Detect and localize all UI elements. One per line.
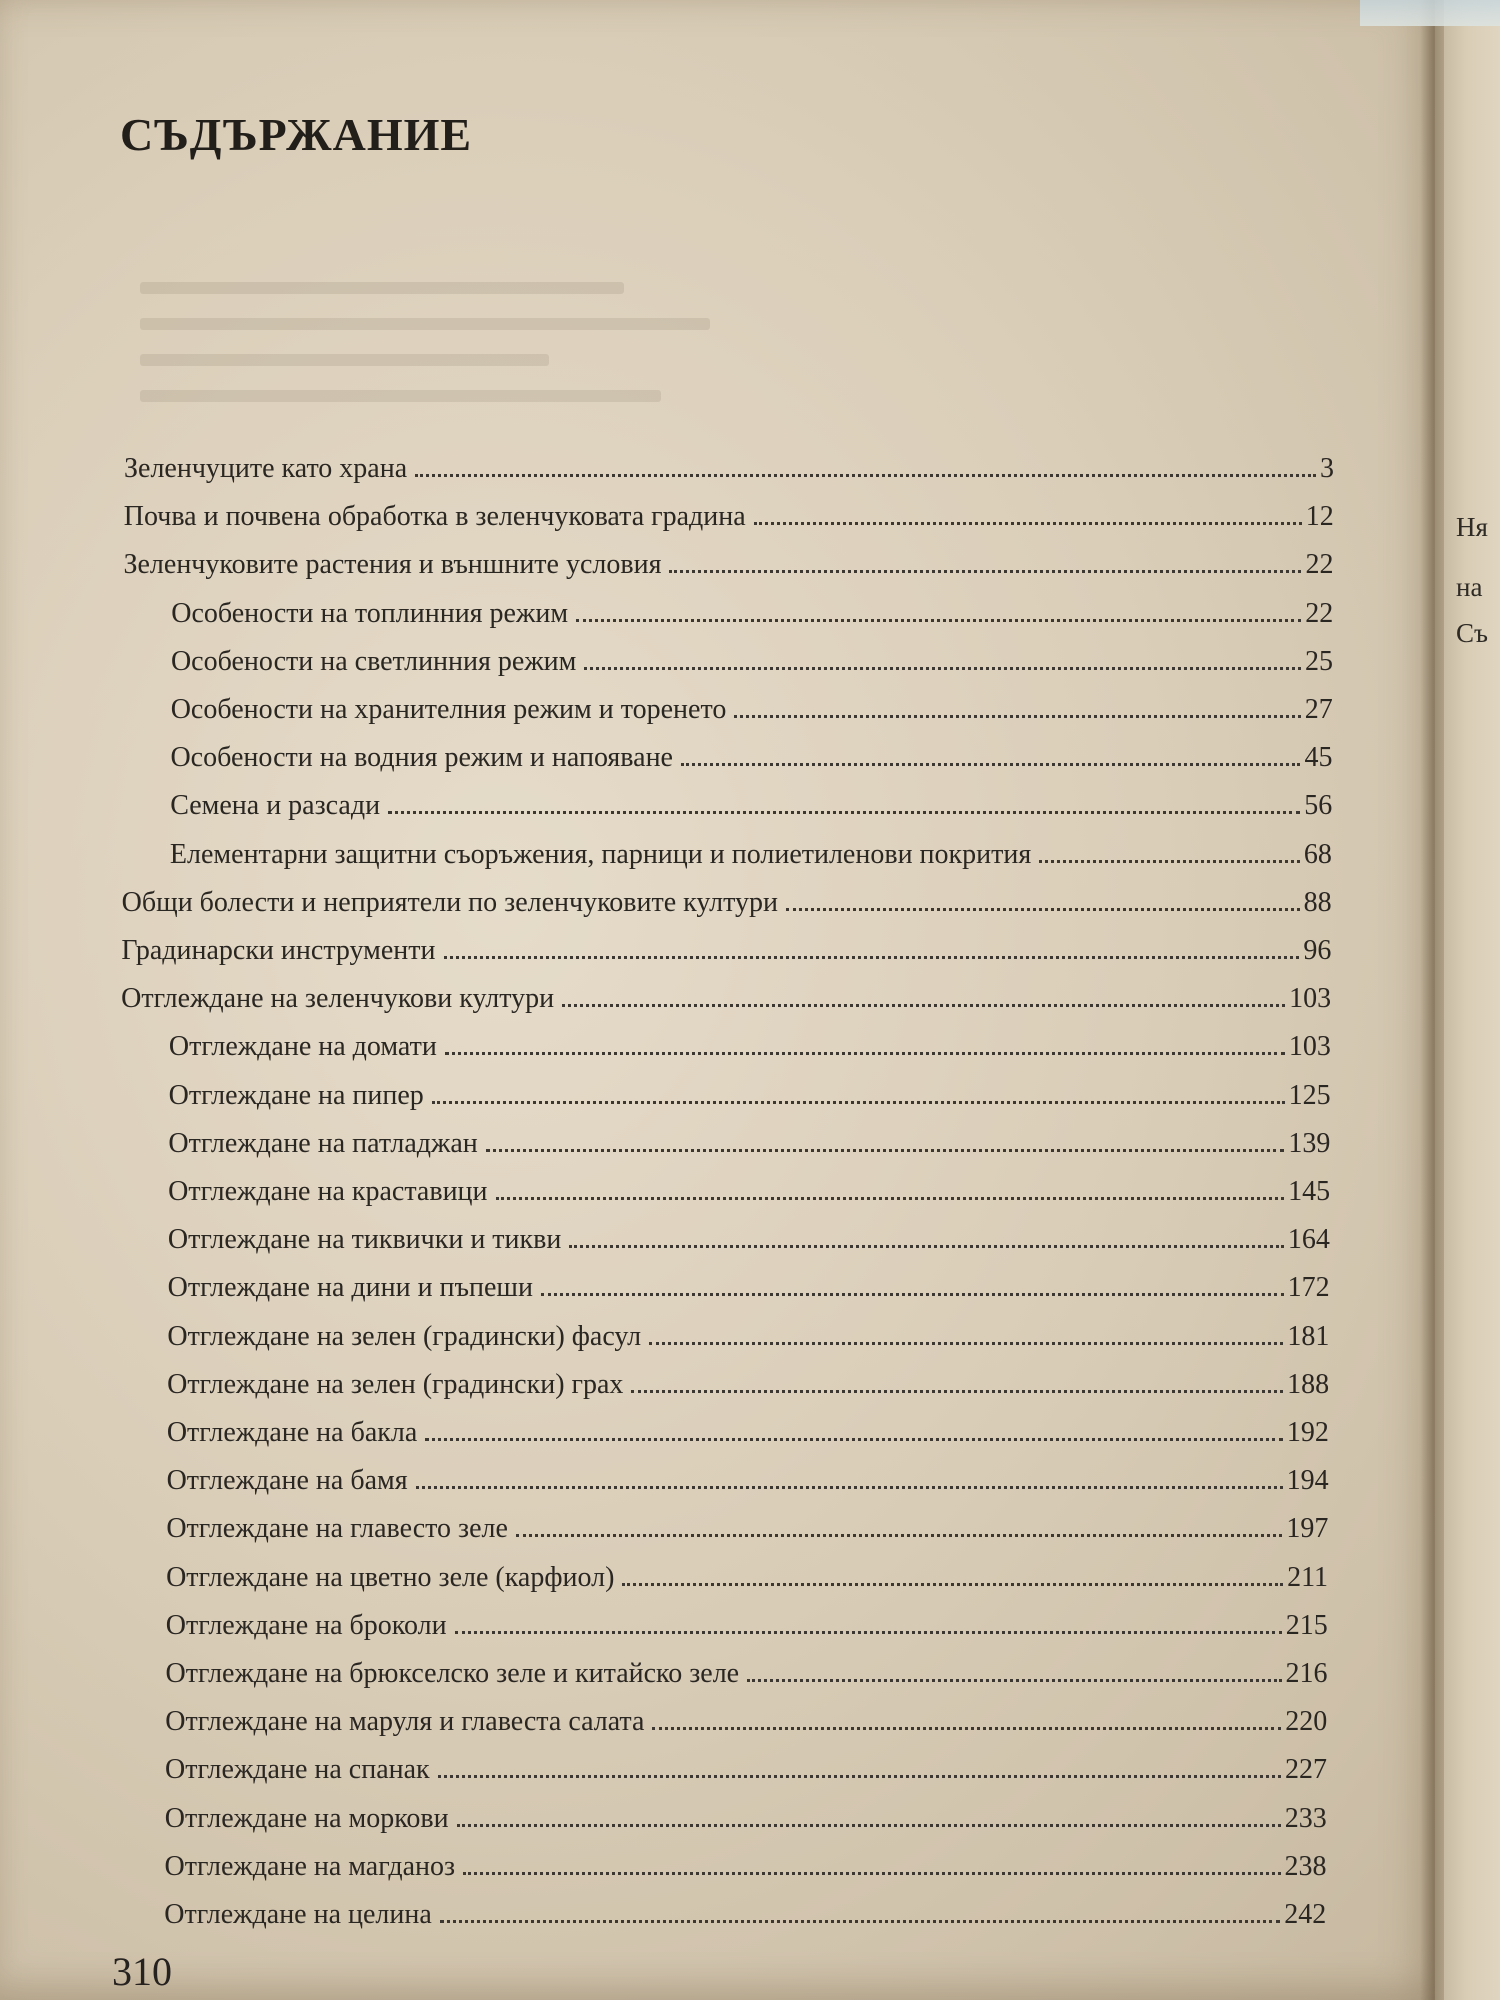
dot-leader [747,1679,1281,1682]
book-page-right [1444,0,1500,2000]
toc-entry-title: Отглеждане на зелен (градински) фасул [167,1320,642,1352]
toc-entry [171,645,1333,679]
toc-entry-title: Отглеждане на краставици [168,1176,488,1207]
toc-entry-page: 56 [1304,790,1333,822]
toc-entry-page: 188 [1287,1368,1330,1400]
toc-entry-page: 96 [1303,935,1332,966]
toc-entry-title: Почва и почвена обработка в зеленчуковата градина [123,501,746,533]
toc-entry [170,741,1332,775]
toc-entry-title: Особености на светлинния режим [170,645,577,677]
facing-page-fragment: Съ [1456,618,1488,648]
toc-entry-page: 194 [1286,1465,1329,1497]
toc-entry [124,452,1334,486]
toc-entry-title: Градинарски инструменти [121,935,436,966]
toc-entry-page: 88 [1303,886,1332,918]
toc-entry-title: Отглеждане на главесто зеле [166,1513,508,1545]
toc-entry [165,1705,1327,1739]
facing-page-fragment: Ня [1456,512,1488,542]
page-number-folio: 310 [112,1949,172,1994]
dot-leader [496,1197,1285,1200]
dot-leader [516,1534,1282,1537]
toc-entry-title: Отглеждане на бамя [166,1465,408,1497]
background-surface [1360,0,1500,26]
toc-entry [168,1223,1330,1257]
toc-entry-page: 27 [1304,694,1333,725]
toc-entry [122,886,1332,920]
toc-entry-title: Отглеждане на магданоз [164,1850,456,1882]
toc-entry [164,1898,1326,1932]
dot-leader [486,1149,1285,1152]
dot-leader [455,1631,1282,1634]
toc-entry-page: 164 [1287,1224,1330,1256]
toc-entry-title: Отглеждане на домати [168,1031,437,1063]
toc-entry [168,1271,1330,1305]
toc-entry [167,1368,1329,1402]
toc-entry-title: Отглеждане на маруля и главеста салата [165,1706,645,1738]
toc-entry [168,1175,1330,1209]
toc-entry-title: Отглеждане на пипер [168,1079,424,1111]
toc-entry-page: 12 [1305,501,1334,533]
dot-leader [457,1824,1281,1827]
toc-entry [166,1561,1328,1595]
toc-entry-page: 68 [1303,838,1332,870]
toc-entry [165,1802,1327,1836]
toc-entry-page: 220 [1285,1706,1328,1738]
toc-entry-page: 215 [1285,1609,1328,1641]
dot-leader [1039,860,1300,863]
toc-entry-title: Отглеждане на целина [164,1899,432,1930]
dot-leader [444,956,1300,959]
toc-entry [167,1320,1329,1354]
toc-entry-title: Семена и разсади [170,790,381,822]
dot-leader [415,474,1316,477]
dot-leader [388,811,1300,814]
toc-entry-title: Отглеждане на моркови [164,1802,449,1834]
dot-leader [440,1920,1280,1923]
dot-leader [425,1438,1283,1441]
toc-entry-title: Особености на хранителния режим и торенето [170,694,727,725]
toc-entry [166,1512,1328,1546]
toc-entry-title: Отглеждане на броколи [165,1609,447,1641]
toc-entry-page: 103 [1288,1031,1331,1063]
toc-entry-title: Елементарни защитни съоръжения, парници и полиетиленови покрития [169,838,1032,870]
toc-entry-page: 192 [1286,1417,1329,1448]
toc-entry-title: Отглеждане на брюкселско зеле и китайско зеле [165,1658,740,1689]
toc-entry [169,1079,1331,1113]
toc-entry-title: Зеленчуците като храна [124,453,408,484]
toc-entry-page: 227 [1285,1754,1328,1786]
dot-leader [576,619,1301,622]
dot-leader [734,715,1300,718]
toc-entry [170,789,1332,823]
facing-page-fragment: на [1456,572,1483,602]
toc-entry [121,982,1331,1016]
toc-entry-page: 22 [1305,549,1334,581]
dot-leader [622,1583,1283,1586]
toc-entry [165,1753,1327,1787]
toc-entry [123,548,1333,582]
toc-entry [171,597,1333,631]
dot-leader [438,1775,1281,1778]
toc-entry-page: 145 [1288,1176,1331,1207]
dot-leader [463,1872,1280,1875]
toc-entry-page: 125 [1288,1079,1331,1111]
dot-leader [652,1727,1281,1730]
dot-leader [584,667,1301,670]
toc-entry [171,693,1333,727]
toc-entry [167,1464,1329,1498]
toc-entry-page: 197 [1286,1513,1329,1545]
dot-leader [681,763,1300,766]
toc-entry-page: 172 [1287,1272,1330,1304]
toc-entry-page: 238 [1284,1850,1327,1882]
dot-leader [416,1486,1283,1489]
dot-leader [541,1293,1284,1296]
toc-entry-title: Отглеждане на зелен (градински) грах [167,1368,624,1400]
toc-entry-title: Особености на топлинния режим [171,597,569,629]
toc-entry [166,1609,1328,1643]
toc-entry-title: Отглеждане на цветно зеле (карфиол) [166,1561,615,1593]
toc-entry-title: Отглеждане на дини и пъпеши [167,1272,533,1304]
toc-entry-title: Общи болести и неприятели по зеленчуковите култури [121,886,778,918]
toc-entry [121,934,1331,968]
toc-entry [170,838,1332,872]
toc-entry-title: Отглеждане на спанак [165,1754,430,1786]
toc-entry-title: Отглеждане на бакла [166,1417,418,1448]
toc-entry-page: 216 [1285,1658,1328,1689]
contents-heading: СЪДЪРЖАНИЕ [120,109,473,160]
toc-entry-page: 233 [1284,1802,1327,1834]
toc-entry-page: 181 [1287,1320,1330,1352]
toc-entry-page: 25 [1304,645,1333,677]
toc-entry [169,1030,1331,1064]
toc-entry [167,1416,1329,1450]
dot-leader [631,1390,1283,1393]
toc-entry-page: 103 [1289,983,1332,1015]
toc-entry-title: Особености на водния режим и напояване [170,742,673,774]
toc-entry [124,500,1334,534]
toc-entry-page: 211 [1287,1561,1329,1593]
toc-entry-title: Отглеждане на тиквички и тикви [167,1224,562,1256]
toc-entry-title: Отглеждане на зеленчукови култури [121,983,555,1015]
dot-leader [669,570,1301,573]
toc-entry-title: Зеленчуковите растения и външните условия [123,549,662,581]
dot-leader [562,1004,1285,1007]
dot-leader [569,1245,1284,1248]
toc-entry-title: Отглеждане на патладжан [168,1127,478,1159]
toc-entry-page: 139 [1288,1127,1331,1159]
toc-entry [166,1657,1328,1691]
toc-entry [168,1127,1330,1161]
dot-leader [649,1342,1283,1345]
toc-entry-page: 22 [1305,597,1334,629]
dot-leader [445,1052,1285,1055]
dot-leader [786,908,1300,911]
dot-leader [432,1101,1285,1104]
dot-leader [754,522,1302,525]
toc-entry-page: 3 [1320,453,1334,484]
toc-entry [165,1850,1327,1884]
toc-entry-page: 242 [1284,1899,1327,1930]
toc-entry-page: 45 [1304,742,1333,774]
